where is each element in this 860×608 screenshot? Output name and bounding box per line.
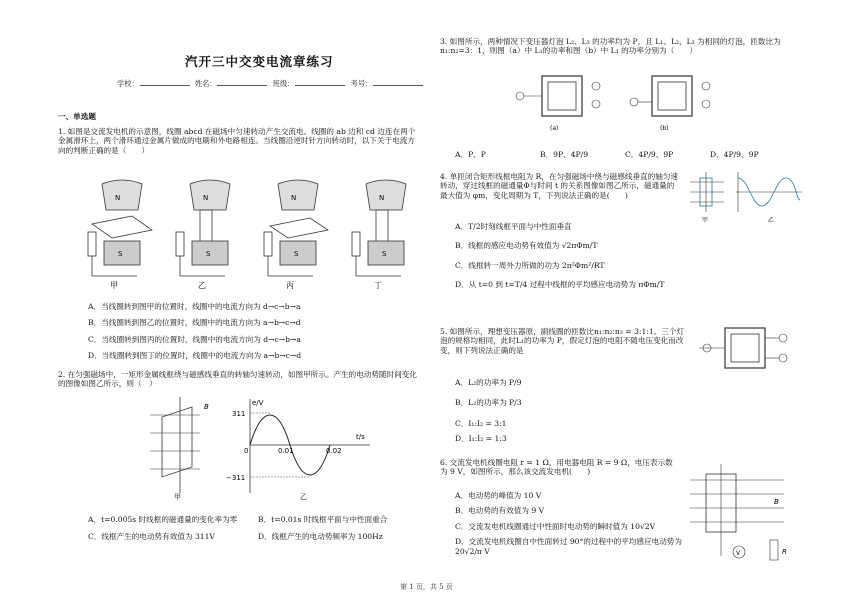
q6-option-b[interactable]: B．电动势的有效值为 9 V [455,506,545,516]
q2-figures [140,395,380,503]
svg-text:N: N [203,194,209,202]
q3-option-d[interactable]: D．4P/9、9P [710,150,759,159]
q4-frame-figure [690,172,724,224]
q1-generator-figures [82,176,422,291]
q3-option-c[interactable]: C．4P/9、9P [625,150,674,159]
q3-option-b[interactable]: B．9P、4P/9 [540,150,589,159]
q2-option-c[interactable]: C．线框产生的电动势有效值为 311V [88,532,215,542]
q6-option-c[interactable]: C．交流发电机线圈通过中性面时电动势的瞬时值为 10√2V [455,521,656,531]
question-1 [58,127,418,158]
q2-option-d[interactable]: D．线框产生的电动势频率为 100Hz [258,532,383,542]
t1-tick: 0.01 [278,447,294,455]
q1-option-b[interactable]: B．当线圈转到图乙的位置时，线圈中的电流方向为 a→b→c→d [88,318,301,328]
class-blank[interactable] [295,78,345,86]
y-axis-label: e/V [252,399,264,407]
svg-text:N: N [291,194,297,202]
question-6 [440,458,680,480]
y-max-tick: 311 [232,410,246,418]
question-4 [440,172,680,203]
figure-label-bing: 丙 [286,281,294,290]
q4-text: 单匝闭合矩形线框电阻为 R，在匀强磁场中绕与磁感线垂直的轴匀速转动，穿过线框的磁通量Φ与时间 t 的关系图像如图乙所示，磁通量的最大值为 φm，变化周期为 T，下列说法正确的是( ) [440,172,679,200]
x-axis-label: t/s [356,433,365,441]
svg-text:S: S [206,250,211,258]
q5-number: 5. [440,327,448,336]
q4-flux-graph [736,172,802,224]
q4-option-c[interactable]: C．线框转一周外力所做的功为 2π²Φm²/RT [455,260,605,270]
q2-number: 2. [58,370,66,379]
q5-option-d[interactable]: D．I₁:I₂ = 1:3 [455,434,507,444]
figure-label-yi: 乙 [198,281,206,290]
q4-option-b[interactable]: B．线框的感应电动势有效值为 √2πΦm/T [455,241,598,251]
page-title: 汽开三中交变电流章练习 [185,54,334,69]
q4-option-a[interactable]: A．T/2时刻线框平面与中性面垂直 [455,222,572,231]
q1-option-a[interactable]: A．当线圈转到图甲的位置时，线圈中的电流方向为 d→c→b→a [88,302,301,311]
q4-options [455,222,785,293]
emf-sine-graph [226,399,370,501]
q6-number: 6. [440,458,448,467]
q2-text: 在匀强磁场中，一矩形金属线框绕与磁感线垂直的转轴匀速转动，如图甲所示。产生的电动势随时间变化的图像如图乙所示，则（ ） [58,370,417,389]
class-label: 班级： [272,79,295,88]
transformer-figure-b [630,76,710,132]
q6-options [455,491,690,559]
generator-figure-yi [176,180,230,290]
q3-text: 如图所示，两种情况下变压器灯泡 L₂、L₃ 的功率均为 P，且 L₁、L₂、L₃ 为相同的灯泡，匝数比为 n₁:n₂=3：1，则图（a）中 L₁的功率和图（b）中 L₁ 的功率分别为（ ） [440,37,781,56]
svg-text:S: S [118,250,123,258]
question-5 [440,327,690,358]
t2-tick: 0.02 [326,447,342,455]
name-blank[interactable] [217,78,267,86]
generator-figure-ding [352,180,406,290]
q6-text: 交流发电机线圈电阻 r = 1 Ω，用电器电阻 R = 9 Ω，电压表示数为 9 V，如图所示，那么该交流发电机( ) [440,458,673,477]
q5-option-b[interactable]: B．L₂的功率为 P/3 [455,398,522,408]
y-min-tick: −311 [226,474,246,482]
q3-transformer-figures [512,72,712,134]
q4-figures [688,170,804,226]
q6-option-d[interactable]: D．交流发电机线圈自中性面转过 90°的过程中的平均感应电动势为 20√2/π V [455,537,682,556]
q2-option-a[interactable]: A．t=0.005s 时线框的磁通量的变化率为零 [88,515,238,524]
q3-number: 3. [440,37,448,46]
q2-options [88,515,428,542]
q2-fig-label-jia: 甲 [174,493,181,501]
svg-text:V: V [736,550,741,557]
page-footer: 第 1 页，共 5 页 [400,583,453,591]
origin-label: 0 [244,447,249,455]
svg-text:N: N [379,194,385,202]
figure-label-jia: 甲 [110,281,118,290]
svg-text:N: N [115,194,121,202]
svg-text:S: S [294,250,299,258]
q1-option-d[interactable]: D．当线圈转到图丁的位置时，线圈中的电流方向为 a→b→c→d [88,351,302,361]
q1-options [88,302,408,364]
svg-text:S: S [382,250,387,258]
section-heading: 一、单选题 [58,112,96,121]
exam-no-blank[interactable] [373,78,423,86]
q5-option-c[interactable]: C．I₁:I₂ = 3:1 [455,418,507,428]
question-3 [440,37,810,59]
school-label: 学校： [117,79,139,88]
q3-options [455,150,795,159]
q2-fig-label-yi: 乙 [300,493,307,501]
q4-number: 4. [440,172,448,181]
question-2 [58,370,418,392]
q6-option-a[interactable]: A．电动势的峰值为 10 V [455,491,542,500]
generator-figure-jia [88,180,152,290]
q4-fig-label-yi: 乙 [768,217,775,224]
q5-options [455,378,675,447]
rotating-frame-figure [150,397,209,501]
q5-text: 如图所示，理想变压器原，副线圈的匝数比n₁:n₂:n₃ = 3:1:1。三个灯泡的规格均相同，此时L₁的功率为 P，假定灯泡的电阻不随电压变化而改变，则下列说法正确的是 [440,327,685,355]
student-info-line [117,78,426,88]
q1-option-c[interactable]: C．当线圈转到图丙的位置时，线圈中的电流方向为 d→c→b→a [88,334,301,344]
svg-text:R: R [782,548,787,556]
svg-text:B: B [774,498,779,506]
field-b-label: B [204,403,209,411]
generator-figure-bing [264,180,328,290]
q6-generator-figure [684,460,804,570]
q4-option-d[interactable]: D．从 t=0 到 t=T/4 过程中线框的平均感应电动势为 πΦm/T [455,280,665,290]
q1-number: 1. [58,127,66,136]
exam-no-label: 考号： [350,79,373,88]
transformer-figure-a [516,76,600,132]
q4-fig-label-jia: 甲 [702,217,709,224]
figure-label-ding: 丁 [374,281,382,290]
q3-option-a[interactable]: A．P、P [455,150,486,159]
q1-text: 如图是交流发电机的示意图，线圈 abcd 在磁场中匀速转动产生交流电。线圈的 ab 边和 cd 边连在两个金属滑环上，两个滑环通过金属片做成的电刷和外电路相连。当线圈沿逆时针方向转动时，以下关于电流方向的判断正确的是（ ） [58,127,416,155]
fig-label-a: (a) [550,125,559,132]
name-label: 姓名： [194,79,217,88]
q2-option-b[interactable]: B．t=0.01s 时线框平面与中性面重合 [258,515,388,524]
fig-label-b: (b) [660,125,669,132]
q5-option-a[interactable]: A．L₂的功率为 P/9 [455,378,522,387]
school-blank[interactable] [140,78,190,86]
q5-transformer-figure [695,324,805,374]
